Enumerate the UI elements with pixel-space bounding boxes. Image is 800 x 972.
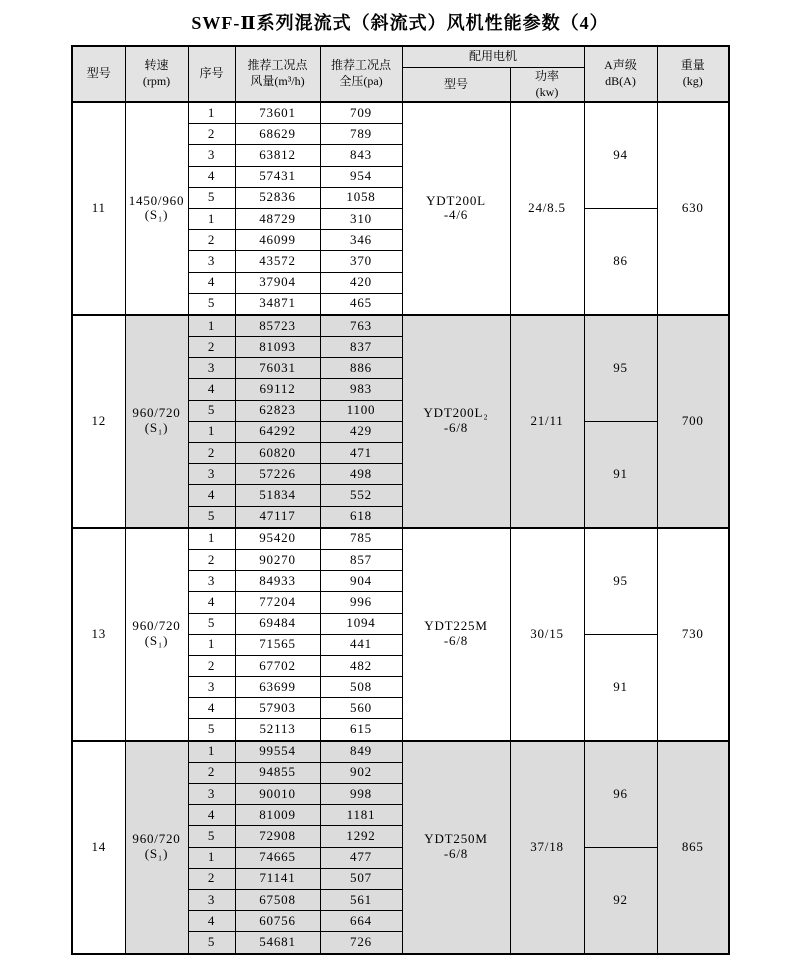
seq-cell: 5	[188, 932, 235, 954]
header-seq	[188, 46, 235, 102]
header-noise-unit: dB(A)	[605, 74, 636, 88]
flow-cell: 60820	[235, 443, 320, 464]
seq-cell: 3	[188, 571, 235, 592]
table-row	[72, 102, 729, 124]
header-pressure-unit: 全压(pa)	[339, 74, 383, 88]
seq-cell: 1	[188, 315, 235, 337]
pressure-cell: 996	[320, 592, 402, 613]
pressure-cell: 1181	[320, 805, 402, 826]
noise-high-cell: 94	[584, 102, 657, 208]
pressure-cell: 346	[320, 230, 402, 251]
header-seq-label: 序号	[199, 66, 224, 81]
flow-cell: 99554	[235, 741, 320, 763]
pressure-cell: 508	[320, 677, 402, 698]
seq-cell: 5	[188, 506, 235, 528]
seq-cell: 5	[188, 613, 235, 634]
seq-cell: 3	[188, 358, 235, 379]
flow-cell: 76031	[235, 358, 320, 379]
seq-cell: 1	[188, 102, 235, 124]
flow-cell: 95420	[235, 528, 320, 550]
noise-high-cell: 96	[584, 741, 657, 847]
pressure-cell: 785	[320, 528, 402, 550]
seq-cell: 4	[188, 911, 235, 932]
speed-cell-line: 960/720	[132, 831, 181, 847]
seq-cell: 5	[188, 400, 235, 421]
flow-cell: 57431	[235, 166, 320, 187]
table-row	[72, 741, 729, 763]
noise-low-cell: 91	[584, 634, 657, 740]
speed-cell	[125, 741, 188, 954]
motor-model-cell	[402, 741, 510, 954]
seq-cell: 2	[188, 124, 235, 145]
pressure-cell: 370	[320, 251, 402, 272]
pressure-cell: 849	[320, 741, 402, 763]
seq-cell: 3	[188, 464, 235, 485]
flow-cell: 81093	[235, 337, 320, 358]
seq-cell: 4	[188, 485, 235, 506]
noise-high-cell: 95	[584, 315, 657, 421]
motor-model-cell-line: YDT225M	[424, 618, 488, 634]
flow-cell: 72908	[235, 826, 320, 847]
seq-cell: 5	[188, 293, 235, 315]
pressure-cell: 615	[320, 719, 402, 741]
speed-cell-line: 960/720	[132, 618, 181, 634]
power-cell: 37/18	[510, 741, 584, 954]
flow-cell: 74665	[235, 847, 320, 868]
flow-cell: 34871	[235, 293, 320, 315]
pressure-cell: 482	[320, 655, 402, 676]
motor-model-cell-line: YDT200L₂	[423, 405, 489, 421]
seq-cell: 2	[188, 655, 235, 676]
power-cell: 24/8.5	[510, 102, 584, 315]
pressure-cell: 843	[320, 145, 402, 166]
seq-cell: 1	[188, 634, 235, 655]
pressure-cell: 983	[320, 379, 402, 400]
header-speed-label: 转速	[144, 58, 169, 73]
seq-cell: 5	[188, 719, 235, 741]
flow-cell: 81009	[235, 805, 320, 826]
speed-cell	[125, 528, 188, 741]
header-motor-model: 型号	[402, 68, 510, 103]
header-speed-unit: (rpm)	[142, 74, 171, 88]
seq-cell: 1	[188, 847, 235, 868]
flow-cell: 37904	[235, 272, 320, 293]
pressure-cell: 902	[320, 762, 402, 783]
header-motor-group: 配用电机	[402, 46, 584, 68]
seq-cell: 1	[188, 741, 235, 763]
seq-cell: 4	[188, 272, 235, 293]
flow-cell: 85723	[235, 315, 320, 337]
seq-cell: 5	[188, 826, 235, 847]
flow-cell: 63812	[235, 145, 320, 166]
pressure-cell: 998	[320, 784, 402, 805]
flow-cell: 71141	[235, 868, 320, 889]
flow-cell: 77204	[235, 592, 320, 613]
seq-cell: 5	[188, 187, 235, 208]
flow-cell: 84933	[235, 571, 320, 592]
pressure-cell: 498	[320, 464, 402, 485]
flow-cell: 67702	[235, 655, 320, 676]
flow-cell: 94855	[235, 762, 320, 783]
header-power-unit: (kw)	[535, 84, 559, 99]
flow-cell: 57903	[235, 698, 320, 719]
motor-model-cell	[402, 315, 510, 528]
seq-cell: 4	[188, 166, 235, 187]
pressure-cell: 561	[320, 889, 402, 910]
noise-low-cell: 91	[584, 421, 657, 527]
pressure-cell: 904	[320, 571, 402, 592]
seq-cell: 4	[188, 592, 235, 613]
seq-cell: 2	[188, 868, 235, 889]
noise-low-cell: 92	[584, 847, 657, 953]
pressure-cell: 507	[320, 868, 402, 889]
flow-cell: 60756	[235, 911, 320, 932]
weight-cell: 700	[657, 315, 729, 528]
header-weight	[657, 46, 729, 102]
pressure-cell: 441	[320, 634, 402, 655]
flow-cell: 62823	[235, 400, 320, 421]
motor-model-cell	[402, 528, 510, 741]
pressure-cell: 471	[320, 443, 402, 464]
seq-cell: 1	[188, 528, 235, 550]
header-pressure-label: 推荐工况点	[330, 58, 391, 73]
flow-cell: 47117	[235, 506, 320, 528]
table-header	[72, 46, 729, 102]
seq-cell: 3	[188, 889, 235, 910]
pressure-cell: 465	[320, 293, 402, 315]
flow-cell: 63699	[235, 677, 320, 698]
flow-cell: 57226	[235, 464, 320, 485]
model-cell: 11	[72, 102, 125, 315]
flow-cell: 52836	[235, 187, 320, 208]
flow-cell: 51834	[235, 485, 320, 506]
flow-cell: 46099	[235, 230, 320, 251]
pressure-cell: 552	[320, 485, 402, 506]
speed-cell	[125, 102, 188, 315]
noise-high-cell: 95	[584, 528, 657, 634]
header-power-label: 功率	[535, 68, 560, 83]
pressure-cell: 618	[320, 506, 402, 528]
pressure-cell: 789	[320, 124, 402, 145]
speed-cell-line: 960/720	[132, 405, 181, 421]
seq-cell: 2	[188, 337, 235, 358]
flow-cell: 71565	[235, 634, 320, 655]
speed-cell-line: (S₁)	[144, 846, 169, 862]
noise-low-cell: 86	[584, 208, 657, 314]
weight-cell: 865	[657, 741, 729, 954]
motor-model-cell-line: -6/8	[443, 633, 469, 649]
pressure-cell: 664	[320, 911, 402, 932]
flow-cell: 68629	[235, 124, 320, 145]
header-power	[510, 68, 584, 103]
seq-cell: 1	[188, 421, 235, 442]
header-model	[72, 46, 125, 102]
motor-model-cell-line: -6/8	[443, 420, 469, 436]
pressure-cell: 1292	[320, 826, 402, 847]
speed-cell-line: (S₁)	[144, 207, 169, 223]
seq-cell: 3	[188, 784, 235, 805]
pressure-cell: 709	[320, 102, 402, 124]
seq-cell: 2	[188, 443, 235, 464]
pressure-cell: 310	[320, 208, 402, 229]
flow-cell: 69112	[235, 379, 320, 400]
flow-cell: 90270	[235, 549, 320, 570]
weight-cell: 730	[657, 528, 729, 741]
pressure-cell: 1100	[320, 400, 402, 421]
header-flow-unit: 风量(m³/h)	[250, 74, 305, 88]
flow-cell: 64292	[235, 421, 320, 442]
header-model-label: 型号	[86, 66, 111, 81]
speed-cell-line: 1450/960	[128, 192, 185, 208]
header-flow	[235, 46, 320, 102]
seq-cell: 3	[188, 145, 235, 166]
header-noise	[584, 46, 657, 102]
header-weight-label: 重量	[680, 58, 705, 73]
header-flow-label: 推荐工况点	[247, 58, 308, 73]
table-row	[72, 528, 729, 550]
motor-model-cell-line: YDT200L	[426, 192, 486, 208]
flow-cell: 43572	[235, 251, 320, 272]
seq-cell: 2	[188, 230, 235, 251]
model-cell: 12	[72, 315, 125, 528]
motor-model-cell	[402, 102, 510, 315]
seq-cell: 4	[188, 698, 235, 719]
pressure-cell: 763	[320, 315, 402, 337]
fan-performance-table	[71, 45, 730, 955]
header-speed	[125, 46, 188, 102]
flow-cell: 90010	[235, 784, 320, 805]
model-cell: 14	[72, 741, 125, 954]
seq-cell: 2	[188, 762, 235, 783]
seq-cell: 1	[188, 208, 235, 229]
pressure-cell: 954	[320, 166, 402, 187]
page-title: SWF-Ⅱ系列混流式（斜流式）风机性能参数（4）	[191, 13, 609, 33]
header-pressure	[320, 46, 402, 102]
table-body	[72, 102, 729, 954]
speed-cell	[125, 315, 188, 528]
seq-cell: 2	[188, 549, 235, 570]
flow-cell: 54681	[235, 932, 320, 954]
seq-cell: 4	[188, 805, 235, 826]
pressure-cell: 560	[320, 698, 402, 719]
header-weight-unit: (kg)	[682, 74, 703, 88]
seq-cell: 3	[188, 677, 235, 698]
header-row-top	[72, 46, 729, 68]
motor-model-cell-line: -6/8	[443, 846, 469, 862]
flow-cell: 73601	[235, 102, 320, 124]
power-cell: 21/11	[510, 315, 584, 528]
motor-model-cell-line: YDT250M	[424, 831, 488, 847]
pressure-cell: 420	[320, 272, 402, 293]
pressure-cell: 837	[320, 337, 402, 358]
flow-cell: 52113	[235, 719, 320, 741]
pressure-cell: 477	[320, 847, 402, 868]
pressure-cell: 886	[320, 358, 402, 379]
flow-cell: 67508	[235, 889, 320, 910]
pressure-cell: 429	[320, 421, 402, 442]
pressure-cell: 1094	[320, 613, 402, 634]
header-noise-label: A声级	[604, 58, 637, 73]
speed-cell-line: (S₁)	[144, 420, 169, 436]
pressure-cell: 1058	[320, 187, 402, 208]
flow-cell: 69484	[235, 613, 320, 634]
flow-cell: 48729	[235, 208, 320, 229]
seq-cell: 4	[188, 379, 235, 400]
model-cell: 13	[72, 528, 125, 741]
motor-model-cell-line: -4/6	[443, 207, 469, 223]
pressure-cell: 857	[320, 549, 402, 570]
weight-cell: 630	[657, 102, 729, 315]
pressure-cell: 726	[320, 932, 402, 954]
seq-cell: 3	[188, 251, 235, 272]
speed-cell-line: (S₁)	[144, 633, 169, 649]
table-row	[72, 315, 729, 337]
power-cell: 30/15	[510, 528, 584, 741]
